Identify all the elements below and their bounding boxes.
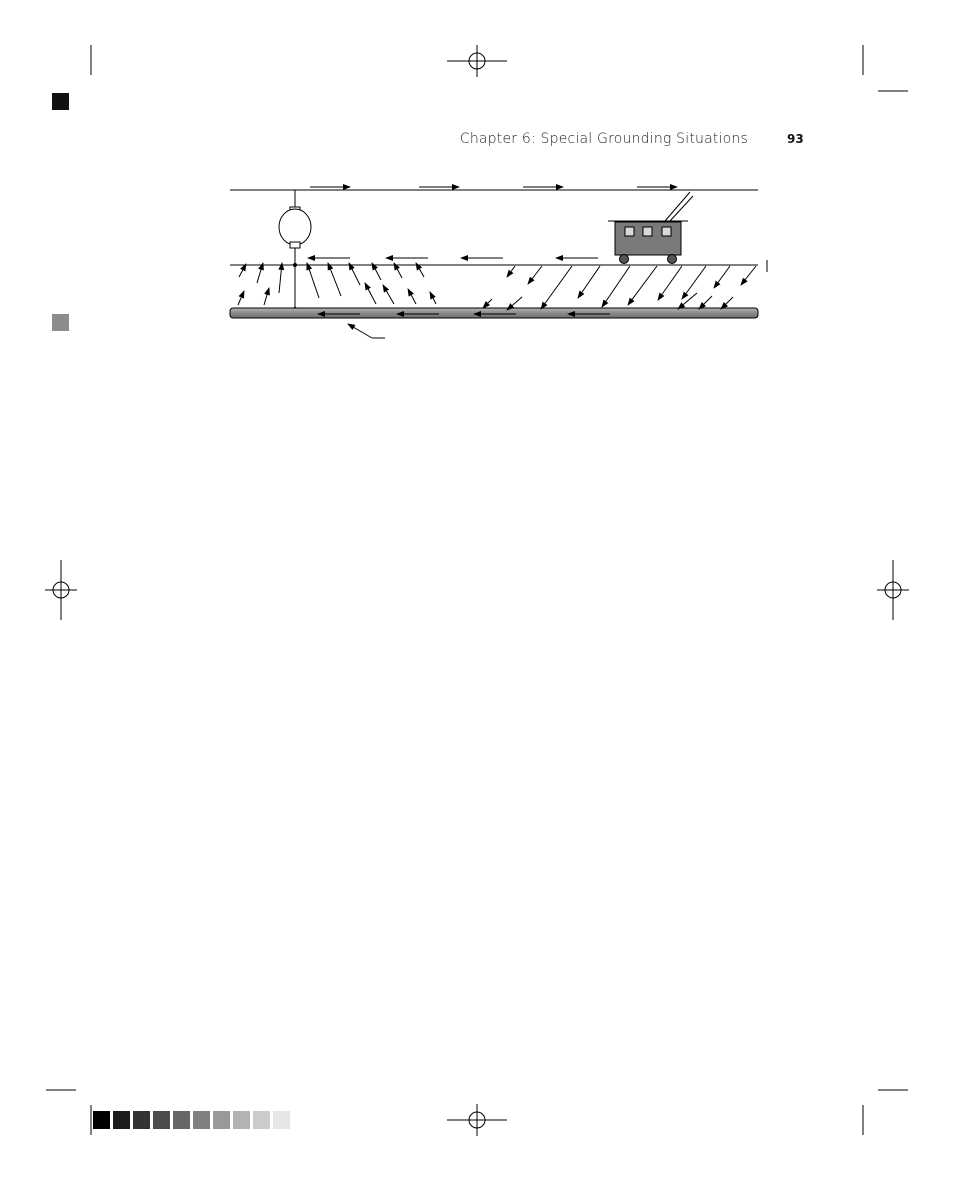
- color-swatch: [153, 1111, 170, 1129]
- streetcar: [608, 192, 693, 264]
- earth-arrow: [238, 291, 244, 305]
- trolley-pole: [670, 196, 693, 221]
- color-calibration-bar: [93, 1111, 290, 1129]
- earth-arrow: [541, 266, 572, 309]
- earth-arrow: [578, 266, 600, 298]
- color-swatch: [93, 1111, 110, 1129]
- earth-arrow: [528, 266, 542, 284]
- car-window: [643, 227, 652, 236]
- print-marks: [45, 45, 909, 1136]
- color-swatch: [193, 1111, 210, 1129]
- car-window: [625, 227, 634, 236]
- pipe-leader-arrow: [348, 324, 372, 338]
- earth-arrow: [678, 293, 697, 309]
- color-swatch: [173, 1111, 190, 1129]
- earth-current-arrows: [238, 263, 756, 310]
- generator-symbol: [279, 209, 311, 245]
- color-swatch: [233, 1111, 250, 1129]
- earth-arrow: [372, 263, 381, 280]
- color-swatch: [273, 1111, 290, 1129]
- color-swatch: [213, 1111, 230, 1129]
- earth-arrow: [408, 289, 416, 304]
- car-wheel: [668, 255, 677, 264]
- earth-arrow: [483, 299, 492, 308]
- registration-target-right: [877, 560, 909, 620]
- registration-target-bottom: [447, 1104, 507, 1136]
- earth-arrow: [741, 266, 756, 285]
- earth-arrow: [430, 292, 436, 304]
- earth-arrow: [328, 263, 341, 296]
- color-swatch: [253, 1111, 270, 1129]
- car-window: [662, 227, 671, 236]
- earth-arrow: [721, 297, 733, 309]
- earth-arrow: [307, 263, 319, 298]
- earth-arrow: [257, 263, 263, 283]
- earth-arrow: [714, 266, 730, 288]
- trolley-pole: [665, 192, 690, 221]
- chapter-title: Chapter 6: Special Grounding Situations: [459, 131, 748, 147]
- earth-arrow: [682, 266, 706, 299]
- buried-pipe: [230, 308, 758, 318]
- generator: [279, 190, 311, 311]
- color-swatch: [133, 1111, 150, 1129]
- earth-arrow: [239, 264, 246, 277]
- registration-target-left: [45, 560, 77, 620]
- earth-arrow: [658, 266, 682, 300]
- color-swatch: [113, 1111, 130, 1129]
- earth-arrow: [628, 266, 657, 305]
- earth-arrow: [349, 263, 360, 285]
- earth-arrow: [699, 296, 712, 309]
- registration-target-top: [447, 45, 507, 77]
- earth-arrow: [365, 283, 376, 304]
- page-number: 93: [787, 132, 804, 146]
- corner-square-dark: [52, 93, 69, 110]
- car-wheel: [620, 255, 629, 264]
- earth-arrow: [264, 288, 269, 305]
- side-square-gray: [52, 314, 69, 331]
- earth-arrow: [507, 266, 515, 277]
- earth-arrow: [602, 266, 630, 307]
- earth-arrow: [383, 285, 394, 304]
- earth-arrow: [279, 263, 282, 293]
- generator-terminal: [290, 242, 300, 248]
